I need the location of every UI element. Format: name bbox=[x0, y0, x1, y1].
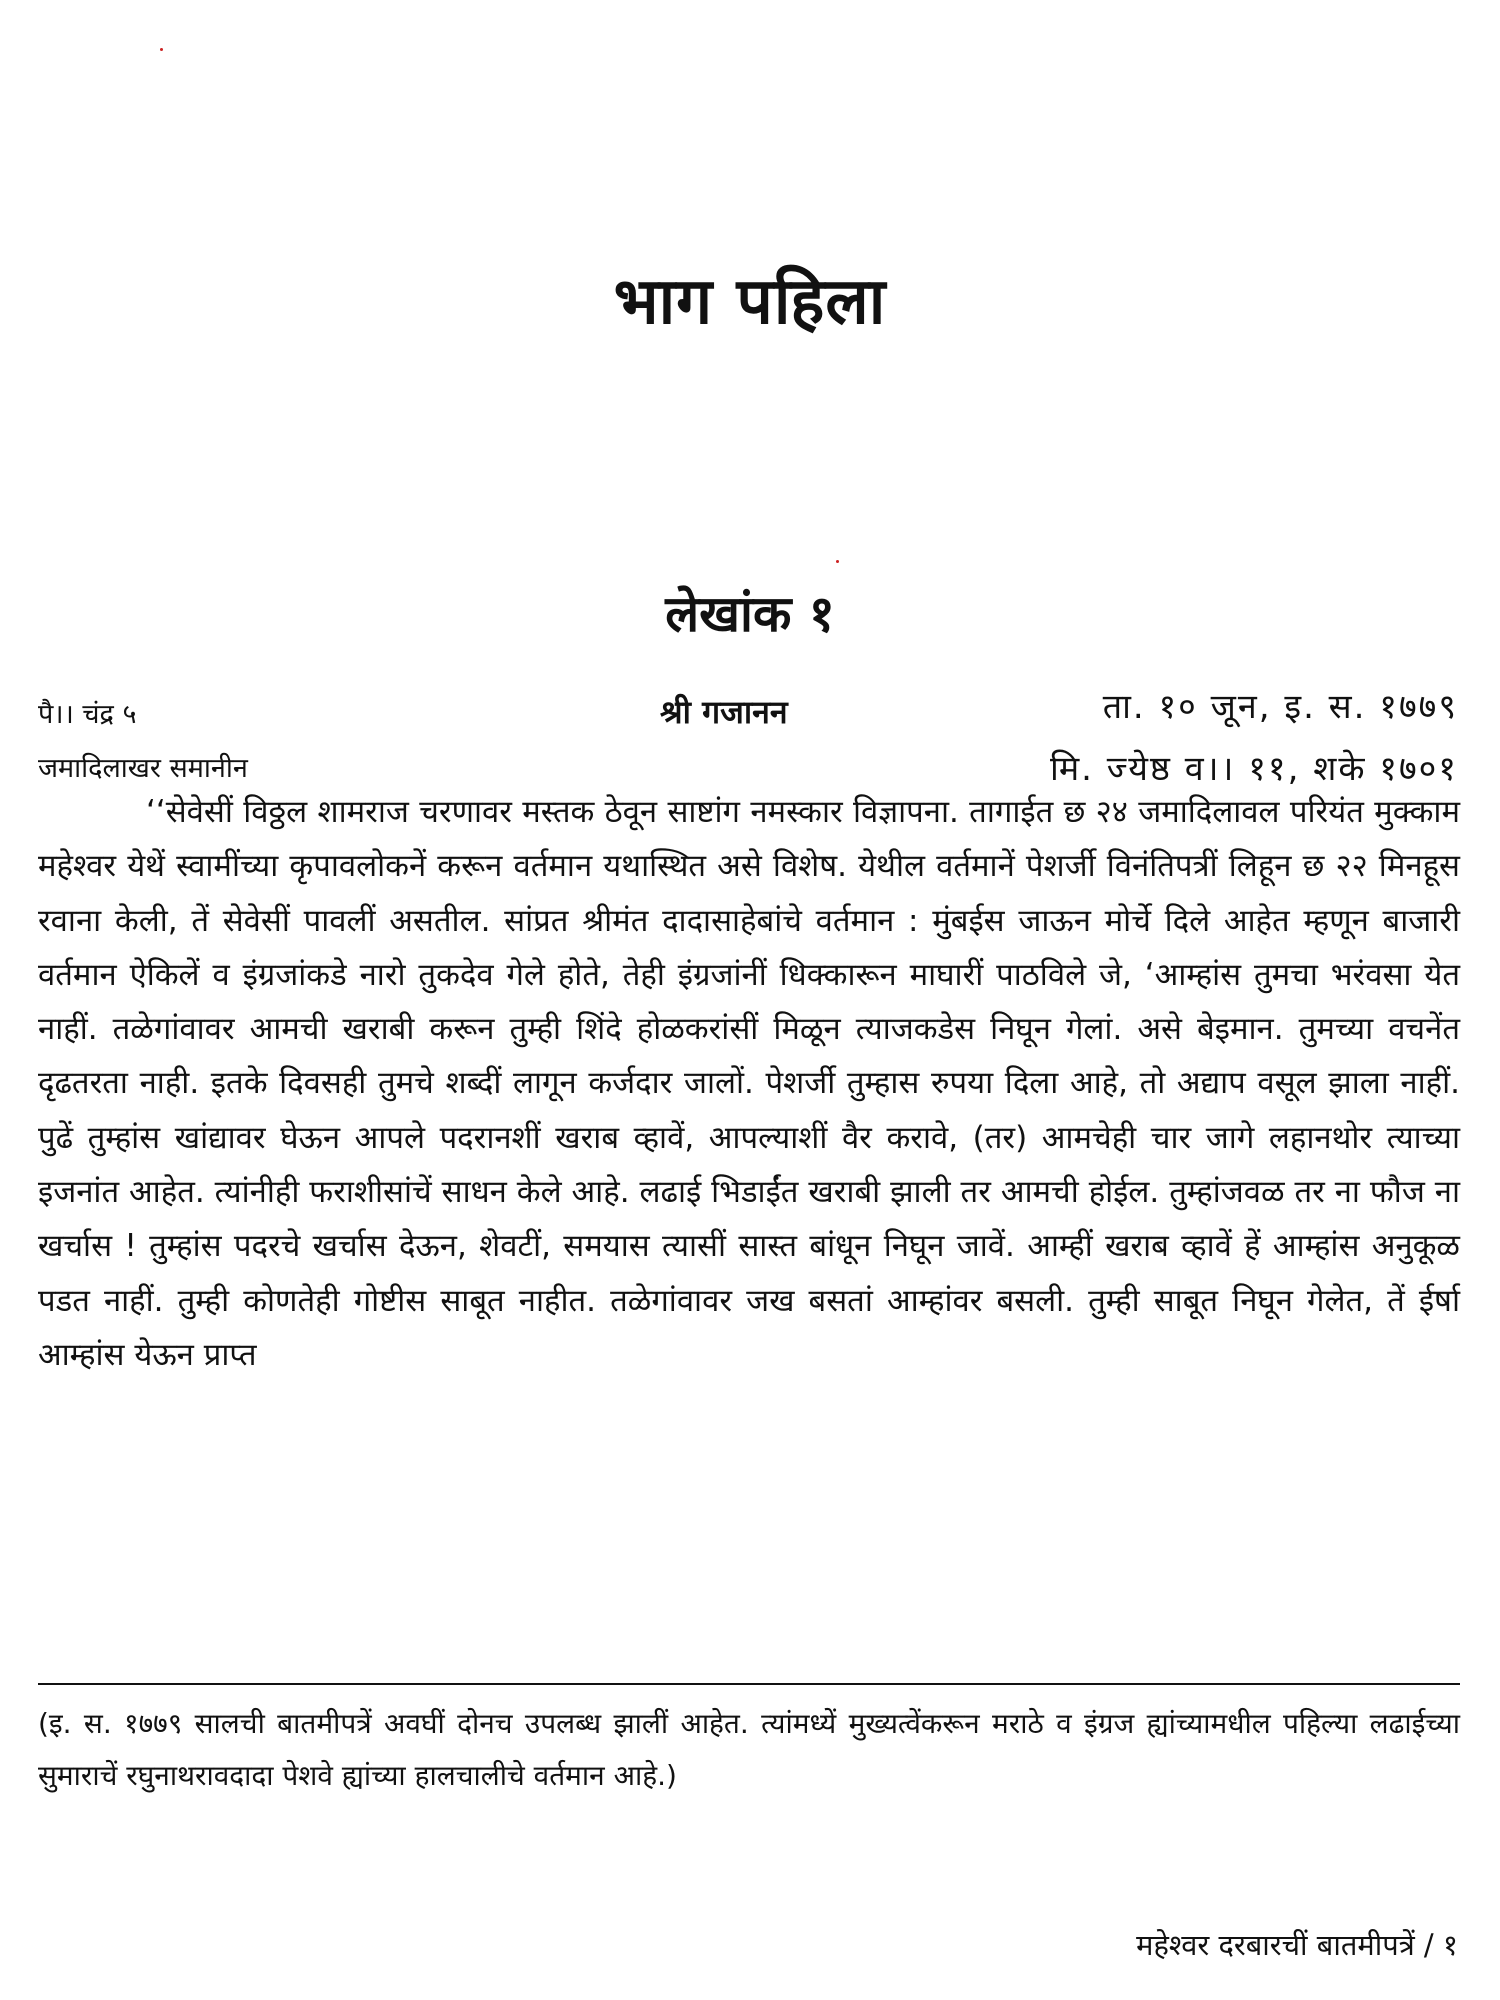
invocation: श्री गजानन bbox=[660, 693, 788, 731]
gregorian-date: ता. १० जून, इ. स. १७७९ bbox=[1102, 687, 1458, 727]
shaka-date: मि. ज्येष्ठ व।। ११, शके १७०१ bbox=[1050, 749, 1458, 789]
letter-body: ‘‘सेवेसीं विठ्ठल शामराज चरणावर मस्तक ठेवून साष्टांग नमस्कार विज्ञापना. तागाईत छ २४ जमादिलावल परियंत मुक्काम महेश्वर येथें स्वामींच्या कृपावलोकनें करून वर्तमान यथास्थित असे विशेष. येथील वर्तमानें पेशर्जी विनंतिपत्रीं लिहून छ २२ मिनहूस रवाना केली, तें सेवेसीं पावलीं असतील. सांप्रत श्रीमंत दादासाहेबांचे वर्तमान : मुंबईस जाऊन मोर्चे दिले आहेत म्हणून बाजारी वर्तमान ऐकिलें व इंग्रजांकडे नारो तुकदेव गेले होते, तेही इंग्रजांनीं धिक्कारून माघारीं पाठविले जे, ‘आम्हांस तुमचा भरंवसा येत नाहीं. तळेगांवावर आमची खराबी करून तुम्ही शिंदे होळकरांसीं मिळून त्याजकडेस निघून गेलां. असे बेइमान. तुमच्या वचनेंत दृढतरता नाही. इतके दिवसही तुमचे शब्दीं लागून कर्जदार जालों. पेशर्जी तुम्हास रुपया दिला आहे, तो अद्याप वसूल झाला नाहीं. पुढें तुम्हांस खांद्यावर घेऊन आपले पदरानशीं खराब व्हावें, आपल्याशीं वैर करावे, (तर) आमचेही चार जागे लहानथोर त्याच्या इजनांत आहेत. त्यांनीही फराशीसांचें साधन केले आहे. लढाई भिडाईंत खराबी झाली तर आमची होईल. तुम्हांजवळ तर ना फौज ना खर्चास ! तुम्हांस पदरचे खर्चास देऊन, शेवटीं, समयास त्यासीं सास्त बांधून निघून जावें. आम्हीं खराब व्हावें हें आम्हांस अनुकूळ पडत नाहीं. तुम्ही कोणतेही गोष्टीस साबूत नाहीत. तळेगांवावर जख बसतां आम्हांवर बसली. तुम्ही साबूत निघून गेलेत, तें ईर्षा आम्हांस येऊन प्राप्त bbox=[38, 794, 1460, 1373]
part-heading: भाग पहिला bbox=[613, 265, 887, 339]
letter-heading: लेखांक १ bbox=[665, 585, 835, 643]
footnote-divider bbox=[38, 1683, 1460, 1685]
ink-speck bbox=[160, 48, 163, 51]
footnote: (इ. स. १७७९ सालची बातमीपत्रें अवघीं दोनच उपलब्ध झालीं आहेत. त्यांमध्यें मुख्यत्वेंकरून मराठे व इंग्रज ह्यांच्यामधील पहिल्या लढाईच्या सुमाराचें रघुनाथरावदादा पेशवे ह्यांच्या हालचालीचे वर्तमान आहे.) bbox=[38, 1707, 1460, 1792]
ink-speck bbox=[836, 560, 839, 563]
date-block bbox=[1050, 676, 1458, 800]
hijri-date-block bbox=[38, 688, 248, 796]
hijri-date-line-1: पै।। चंद्र ५ bbox=[38, 699, 137, 730]
page-footer: महेश्वर दरबारचीं बातमीपत्रें / १ bbox=[1136, 1928, 1458, 1962]
hijri-date-line-2: जमादिलाखर समानीन bbox=[38, 753, 248, 784]
